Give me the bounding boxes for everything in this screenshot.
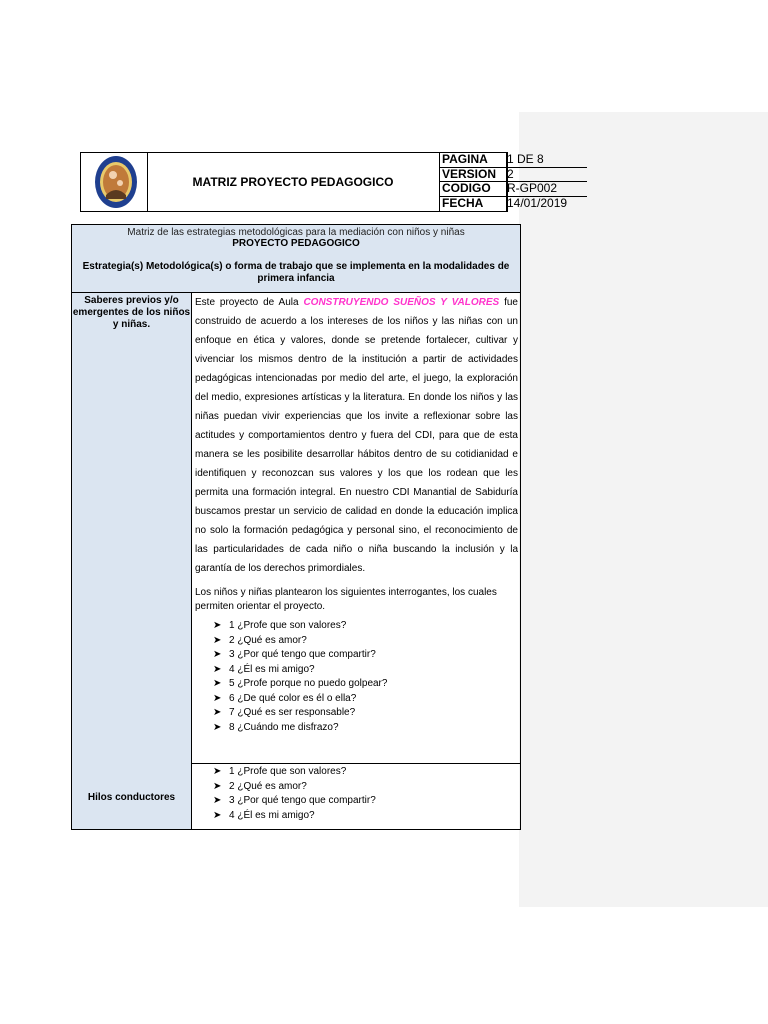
list-item-text: 5 ¿Profe porque no puedo golpear? bbox=[229, 678, 388, 689]
list-item-text: 2 ¿Qué es amor? bbox=[229, 780, 307, 792]
arrowhead-bullet-icon: ➤ bbox=[213, 809, 222, 821]
arrowhead-bullet-icon: ➤ bbox=[213, 721, 222, 733]
arrowhead-bullet-icon: ➤ bbox=[213, 707, 222, 718]
list-item-text: 1 ¿Profe que son valores? bbox=[229, 766, 347, 777]
list-item-text: 3 ¿Por qué tengo que compartir? bbox=[229, 795, 376, 806]
meta-value: 2 bbox=[507, 166, 514, 181]
arrowhead-bullet-icon: ➤ bbox=[213, 795, 222, 806]
strategy-matrix-table bbox=[71, 224, 521, 830]
arrowhead-bullet-icon: ➤ bbox=[213, 649, 222, 660]
row2-label: Hilos conductores bbox=[72, 765, 192, 829]
arrowhead-bullet-icon: ➤ bbox=[213, 663, 222, 675]
meta-value: R-GP002 bbox=[507, 181, 558, 195]
list-item bbox=[213, 809, 520, 824]
row1-body: fue construido de acuerdo a los intereses de los niños y las niñas con un enfoque en ética y valores, donde se pretende fortalecer, cultivar y vivenciar los mismos dentro de la institución a partir de actividades pedagógicas intencionadas por medio del arte, el juego, la exploración del medio, expresiones artísticas y la literatura. En donde los niños y las niñas puedan vivir experiencias que los invite a reflexionar sobre las actitudes y comportamientos dentro y fuera del CDI, para que de esta manera se les posibilite desarrollar hábitos dentro de su cotidianidad e identifiquen y reconozcan sus valores y los que los rodean que les permita una formación integral. En nuestro CDI Manantial de Sabiduría buscamos prestar un servicio de calidad en donde la educación implica no solo la formación pedagógica y personal sino, el reconocimiento de las particularidades de cada niño o niña buscando la inclusión y la garantía de los derechos primordiales. bbox=[195, 297, 518, 574]
row2-content bbox=[192, 765, 520, 829]
arrowhead-bullet-icon: ➤ bbox=[213, 678, 222, 689]
caption-line2: PROYECTO PEDAGOGICO bbox=[232, 238, 360, 249]
list-item bbox=[213, 634, 518, 649]
list-item-text: 1 ¿Profe que son valores? bbox=[229, 620, 347, 631]
list-item bbox=[213, 677, 518, 692]
questions-list bbox=[213, 619, 518, 735]
meta-value: 14/01/2019 bbox=[507, 195, 568, 210]
list-item bbox=[213, 648, 518, 663]
list-item bbox=[213, 765, 520, 780]
list-item-text: 4 ¿Él es mi amigo? bbox=[229, 663, 315, 675]
arrowhead-bullet-icon: ➤ bbox=[213, 766, 222, 777]
list-item bbox=[213, 663, 518, 678]
row1-content bbox=[192, 293, 520, 764]
list-item-text: 4 ¿Él es mi amigo? bbox=[229, 809, 315, 821]
row1-paragraph bbox=[195, 293, 518, 578]
meta-value: 1 DE 8 bbox=[507, 152, 544, 166]
list-item bbox=[213, 692, 518, 707]
guiding-threads-list bbox=[213, 765, 520, 823]
table-caption bbox=[72, 225, 520, 260]
strategy-heading: Estrategia(s) Metodológica(s) o forma de trabajo que se implementa en la modalidades de primera infancia bbox=[72, 259, 520, 293]
meta-row bbox=[439, 168, 587, 183]
meta-row bbox=[439, 197, 587, 212]
row1-paragraph2: Los niños y niñas plantearon los siguientes interrogantes, los cuales permiten orientar el proyecto. bbox=[195, 587, 497, 612]
meta-key: VERSION bbox=[439, 168, 507, 182]
list-item bbox=[213, 619, 518, 634]
list-item-text: 8 ¿Cuándo me disfrazo? bbox=[229, 721, 339, 733]
arrowhead-bullet-icon: ➤ bbox=[213, 780, 222, 792]
list-item bbox=[213, 706, 518, 721]
comment-pane bbox=[519, 112, 768, 907]
list-item bbox=[213, 721, 518, 736]
project-name-highlight: CONSTRUYENDO SUEÑOS Y VALORES bbox=[303, 297, 500, 308]
header-meta bbox=[439, 152, 568, 211]
row1-label: Saberes previos y/o emergentes de los niños y niñas. bbox=[72, 293, 192, 767]
arrowhead-bullet-icon: ➤ bbox=[213, 620, 222, 631]
meta-key: FECHA bbox=[439, 197, 507, 212]
header-title: MATRIZ PROYECTO PEDAGOGICO bbox=[147, 153, 440, 211]
meta-key: PAGINA bbox=[439, 153, 507, 167]
row1-intro: Este proyecto de Aula bbox=[195, 297, 304, 308]
meta-key: CODIGO bbox=[439, 182, 507, 196]
list-item-text: 6 ¿De qué color es él o ella? bbox=[229, 692, 357, 704]
list-item bbox=[213, 794, 520, 809]
list-item-text: 2 ¿Qué es amor? bbox=[229, 634, 307, 646]
meta-row bbox=[439, 153, 587, 168]
document-header-table bbox=[80, 152, 568, 212]
arrowhead-bullet-icon: ➤ bbox=[213, 692, 222, 704]
institution-seal-icon bbox=[94, 155, 138, 209]
list-item-text: 7 ¿Qué es ser responsable? bbox=[229, 707, 356, 718]
logo-cell bbox=[81, 153, 148, 211]
arrowhead-bullet-icon: ➤ bbox=[213, 634, 222, 646]
list-item-text: 3 ¿Por qué tengo que compartir? bbox=[229, 649, 376, 660]
list-item bbox=[213, 780, 520, 795]
meta-row bbox=[439, 182, 587, 197]
caption-line1: Matriz de las estrategias metodológicas para la mediación con niños y niñas bbox=[127, 227, 465, 238]
